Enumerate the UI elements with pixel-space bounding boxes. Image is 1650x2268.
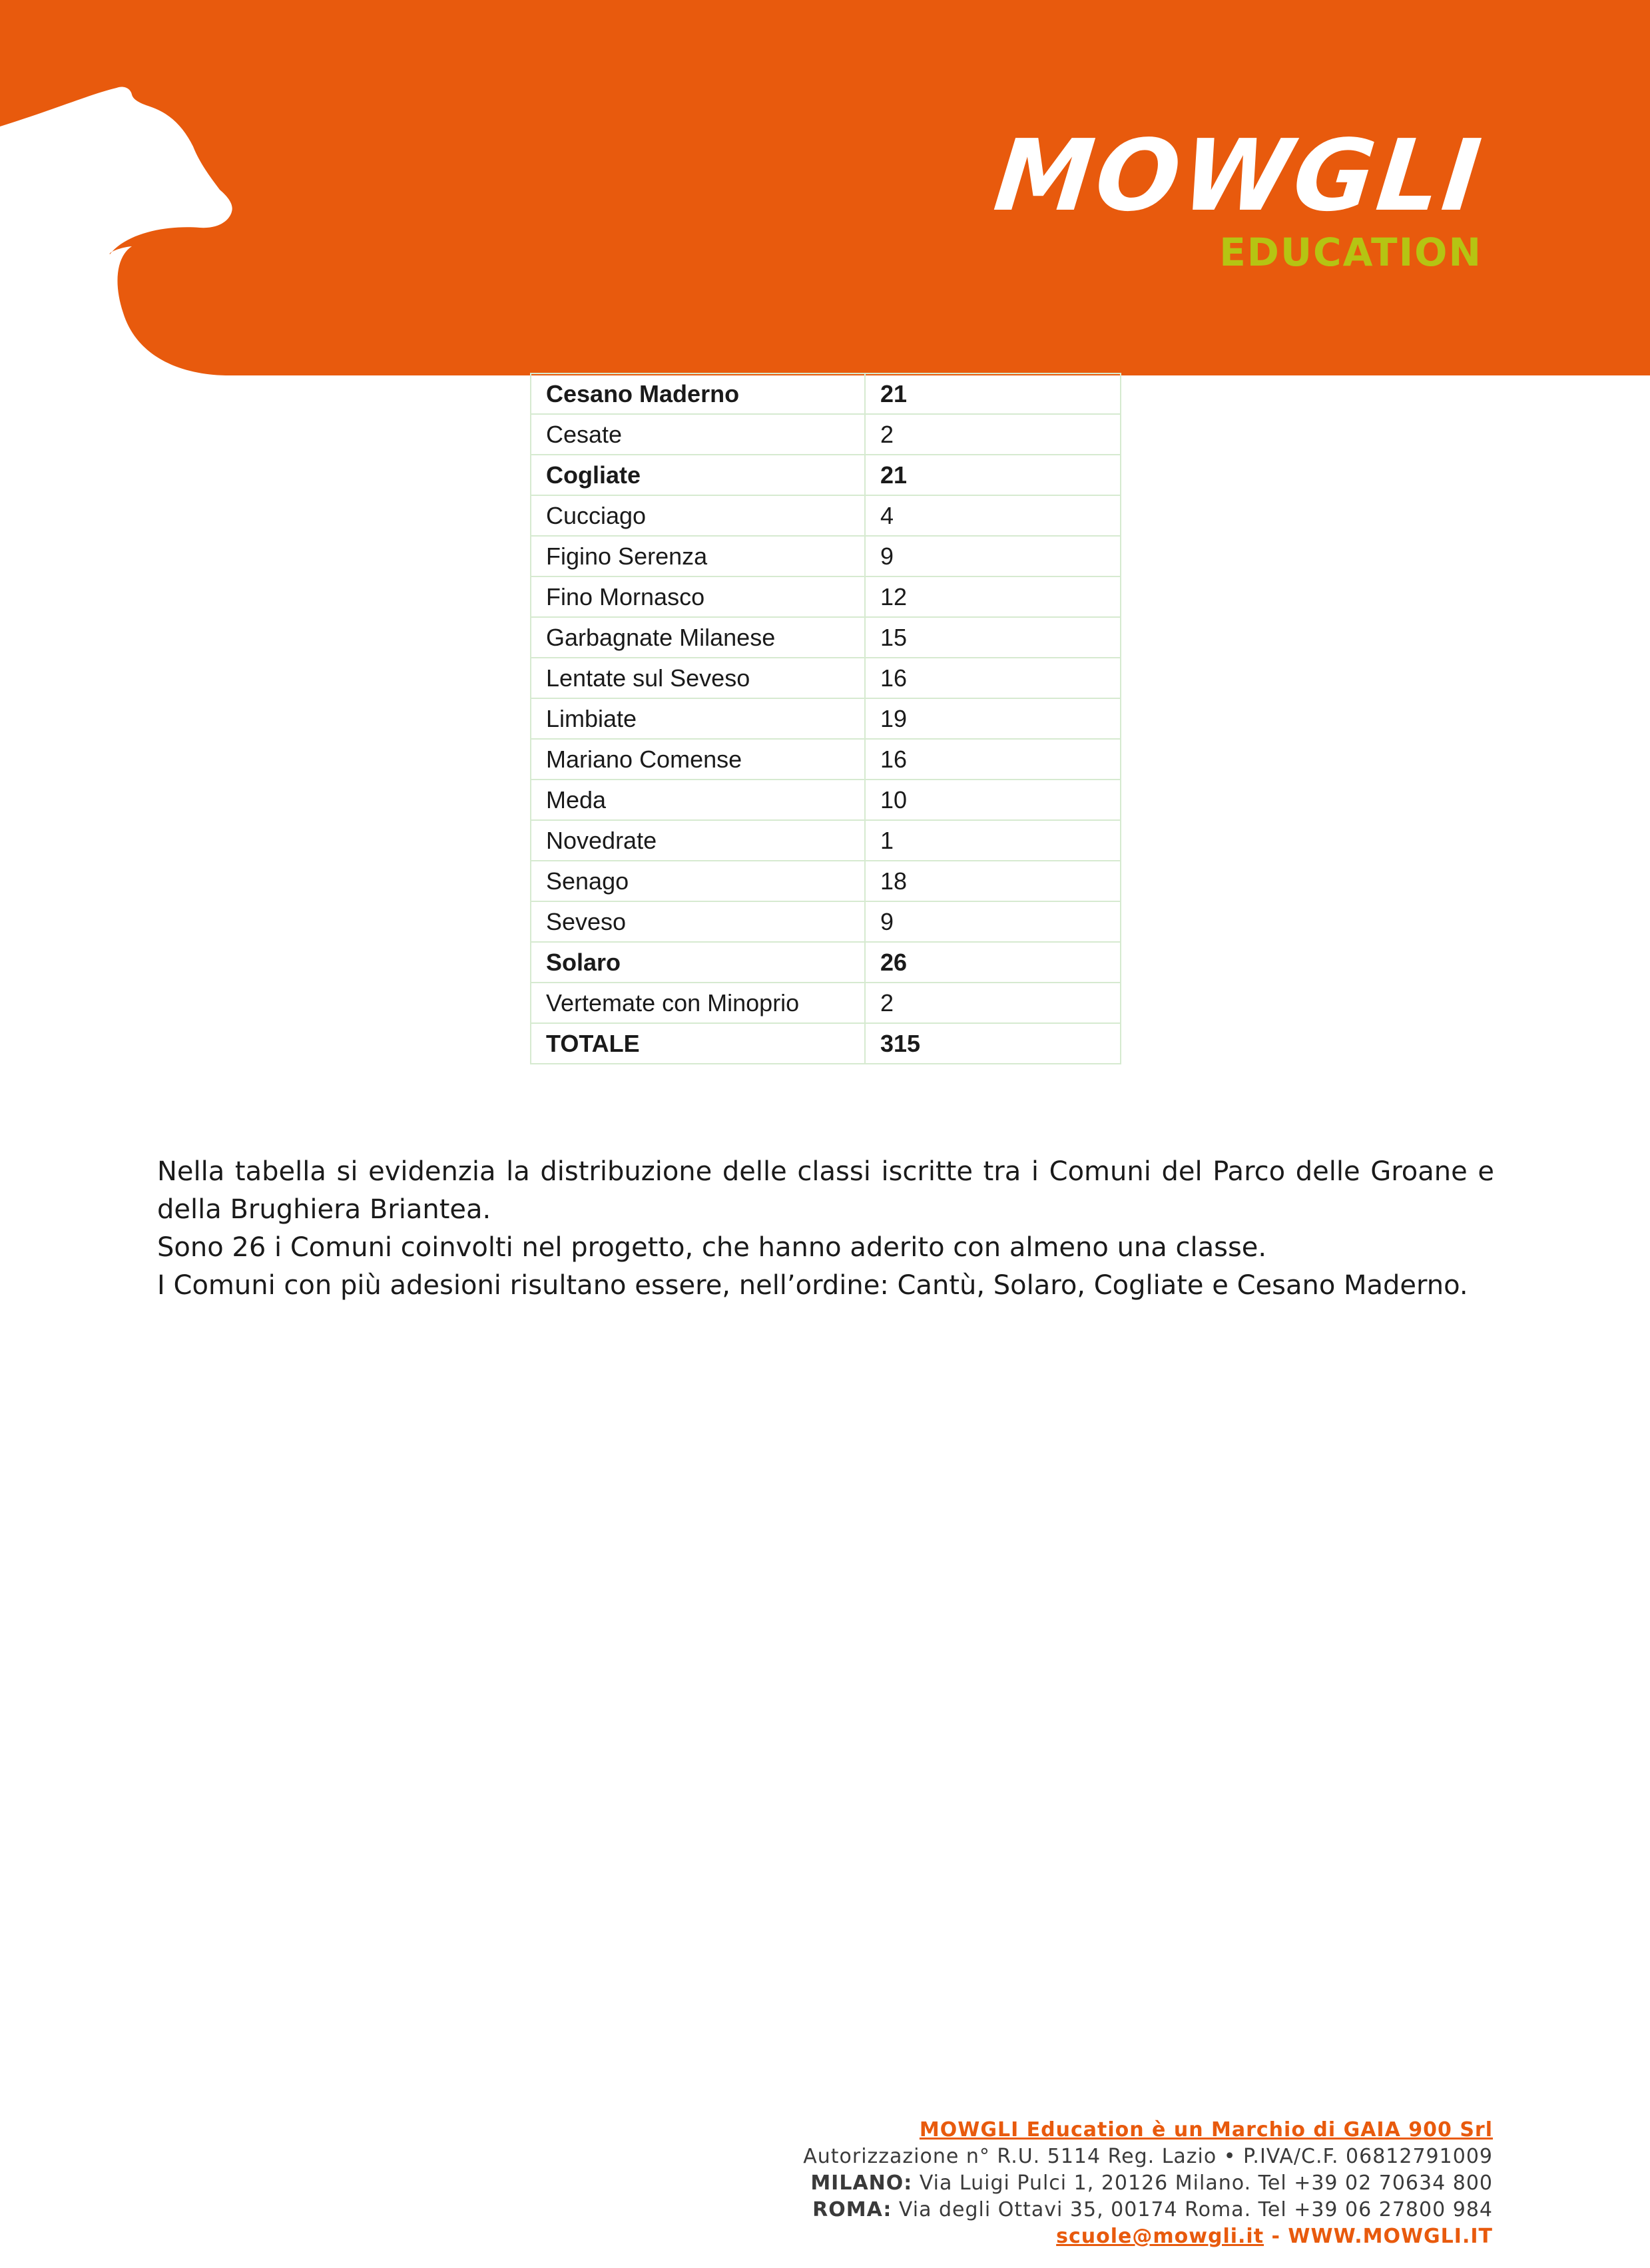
- cell-classi: 18: [865, 861, 1121, 901]
- footer-email-link[interactable]: scuole@mowgli.it: [1056, 2225, 1264, 2248]
- logo: [989, 118, 1489, 275]
- footer-roma-label: ROMA:: [812, 2198, 892, 2221]
- table-row: [531, 455, 1121, 495]
- table-row: [531, 983, 1121, 1023]
- cell-comune: Senago: [531, 861, 865, 901]
- footer-authorization: Autorizzazione n° R.U. 5114 Reg. Lazio • P.IVA/C.F. 06812791009: [803, 2145, 1493, 2168]
- table-row: [531, 739, 1121, 780]
- cell-classi: 12: [865, 576, 1121, 617]
- table-row: [531, 373, 1121, 414]
- table-row: [531, 617, 1121, 658]
- cell-classi: 9: [865, 536, 1121, 576]
- footer-roma-address: Via degli Ottavi 35, 00174 Roma. Tel +39 06 27800 984: [892, 2198, 1493, 2221]
- cell-comune: Cucciago: [531, 495, 865, 536]
- cell-comune: Vertemate con Minoprio: [531, 983, 865, 1023]
- cell-classi: 26: [865, 942, 1121, 983]
- cell-comune: Solaro: [531, 942, 865, 983]
- cell-classi: 4: [865, 495, 1121, 536]
- table-row: [531, 536, 1121, 576]
- table-row: [531, 820, 1121, 861]
- cell-comune: Meda: [531, 780, 865, 820]
- cell-classi: 15: [865, 617, 1121, 658]
- cell-comune: TOTALE: [531, 1023, 865, 1064]
- footer-contacts: [803, 2223, 1493, 2250]
- table-row: [531, 780, 1121, 820]
- cell-comune: Cesate: [531, 414, 865, 455]
- table-row: [531, 698, 1121, 739]
- cell-classi: 1: [865, 820, 1121, 861]
- cell-comune: Figino Serenza: [531, 536, 865, 576]
- cell-comune: Seveso: [531, 901, 865, 942]
- paragraph-count: Sono 26 i Comuni coinvolti nel progetto, che hanno aderito con almeno una classe.: [157, 1232, 1267, 1263]
- classes-table: [530, 373, 1121, 1064]
- cell-comune: Cesano Maderno: [531, 373, 865, 414]
- paragraph-ranking: I Comuni con più adesioni risultano essere, nell’ordine: Cantù, Solaro, Cogliate e Cesano Maderno.: [157, 1270, 1468, 1301]
- cell-classi: 21: [865, 455, 1121, 495]
- footer-milano-label: MILANO:: [810, 2171, 913, 2195]
- cell-classi: 19: [865, 698, 1121, 739]
- header-band: [0, 0, 1650, 375]
- table-row: [531, 901, 1121, 942]
- table-row: [531, 1023, 1121, 1064]
- logo-wordmark: MOWGLI: [989, 118, 1489, 233]
- cell-classi: 16: [865, 658, 1121, 698]
- body-text: [157, 1153, 1494, 1305]
- footer-milano-address: Via Luigi Pulci 1, 20126 Milano. Tel +39 02 70634 800: [912, 2171, 1493, 2195]
- cell-comune: Mariano Comense: [531, 739, 865, 780]
- cell-classi: 2: [865, 983, 1121, 1023]
- paragraph-distribution: Nella tabella si evidenzia la distribuzione delle classi iscritte tra i Comuni del Parco delle Groane e della Brughiera Briantea.: [157, 1156, 1494, 1225]
- cell-comune: Limbiate: [531, 698, 865, 739]
- footer-website-link[interactable]: WWW.MOWGLI.IT: [1288, 2225, 1493, 2248]
- cell-classi: 21: [865, 373, 1121, 414]
- logo-subtitle: EDUCATION: [1219, 230, 1482, 275]
- footer-roma: [803, 2197, 1493, 2223]
- cell-classi: 2: [865, 414, 1121, 455]
- footer-separator: -: [1264, 2225, 1288, 2248]
- cell-comune: Lentate sul Seveso: [531, 658, 865, 698]
- table-row: [531, 414, 1121, 455]
- footer: [803, 2117, 1493, 2250]
- cell-comune: Fino Mornasco: [531, 576, 865, 617]
- cell-classi: 9: [865, 901, 1121, 942]
- cell-classi: 315: [865, 1023, 1121, 1064]
- table-row: [531, 495, 1121, 536]
- footer-milano: [803, 2170, 1493, 2197]
- cell-comune: Garbagnate Milanese: [531, 617, 865, 658]
- cell-classi: 16: [865, 739, 1121, 780]
- table-row: [531, 576, 1121, 617]
- table-row: [531, 942, 1121, 983]
- cell-classi: 10: [865, 780, 1121, 820]
- footer-brand-link[interactable]: MOWGLI Education è un Marchio di GAIA 900 Srl: [919, 2118, 1493, 2142]
- table-row: [531, 658, 1121, 698]
- cell-comune: Novedrate: [531, 820, 865, 861]
- table-row: [531, 861, 1121, 901]
- cell-comune: Cogliate: [531, 455, 865, 495]
